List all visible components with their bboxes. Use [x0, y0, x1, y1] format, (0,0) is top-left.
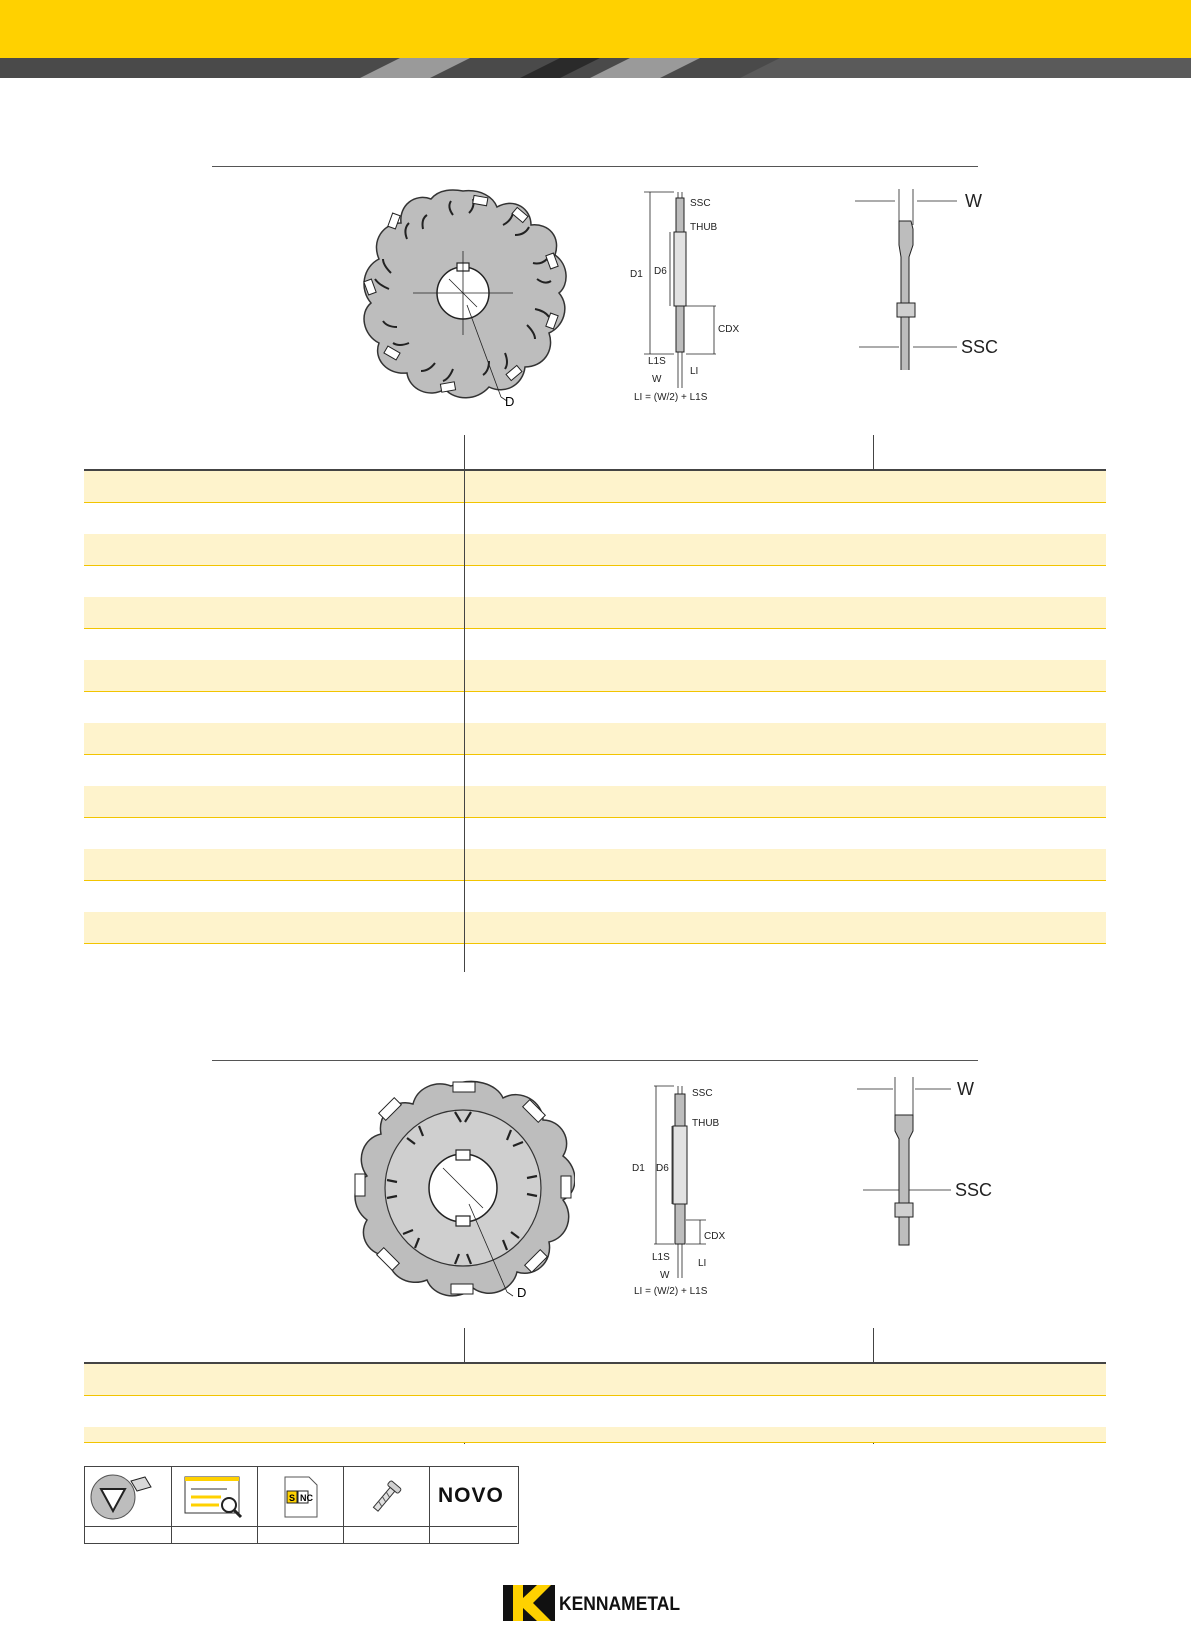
table-row: [84, 566, 1106, 598]
label-d6: D6: [656, 1163, 669, 1174]
label-l1s: L1S: [648, 356, 666, 367]
table-row: [84, 723, 1106, 755]
table-row: [84, 534, 1106, 566]
label-w: W: [660, 1270, 670, 1281]
section-1-rule: [212, 166, 978, 167]
cutter-face-drawing-1: [350, 185, 580, 415]
table-row: [84, 692, 1106, 724]
table-row: [84, 597, 1106, 629]
icon-caption: [257, 1526, 344, 1544]
screw-icon: [343, 1467, 430, 1526]
novo-text: NOVO: [438, 1484, 504, 1507]
icon-caption: [343, 1526, 430, 1544]
cutter-side-drawing-2: [630, 1082, 760, 1307]
table-row: [84, 1427, 1106, 1443]
label-l1s: L1S: [652, 1252, 670, 1263]
label-d: D: [505, 394, 515, 409]
table-row: [84, 881, 1106, 913]
detail-w: W: [957, 1079, 974, 1099]
table-row: [84, 1396, 1106, 1428]
label-li: LI: [698, 1258, 707, 1269]
label-d: D: [517, 1285, 527, 1300]
svg-text:NC: NC: [300, 1493, 313, 1503]
feature-icon-strip: [84, 1466, 519, 1544]
label-thub: THUB: [692, 1118, 720, 1129]
formula: LI = (W/2) + L1S: [634, 1286, 708, 1297]
formula: LI = (W/2) + L1S: [634, 392, 708, 403]
table-row: [84, 944, 1106, 975]
cutter-edge-detail-2: [855, 1075, 1005, 1255]
table-row: [84, 818, 1106, 850]
table-row: [84, 1364, 1106, 1396]
spec-table-1: [84, 435, 1106, 975]
detail-w: W: [965, 191, 982, 211]
insert-geometry-icon: [85, 1467, 172, 1526]
label-ssc: SSC: [692, 1088, 713, 1099]
detail-ssc: SSC: [961, 337, 999, 357]
table-row: [84, 786, 1106, 818]
label-d6: D6: [654, 266, 667, 277]
table-row: [84, 471, 1106, 503]
svg-text:S: S: [289, 1493, 296, 1503]
detail-ssc: SSC: [955, 1180, 993, 1200]
table-row: [84, 849, 1106, 881]
catalog-search-icon: [171, 1467, 258, 1526]
table-row: [84, 660, 1106, 692]
novo-logo: [429, 1467, 517, 1526]
label-ssc: SSC: [690, 198, 711, 209]
kennametal-k-icon: [503, 1585, 559, 1621]
label-cdx: CDX: [704, 1231, 726, 1242]
snc-document-icon: [257, 1467, 344, 1526]
table-row: [84, 755, 1106, 787]
cutter-side-drawing-1: [630, 188, 760, 413]
table-row: [84, 629, 1106, 661]
icon-caption: [85, 1526, 172, 1544]
label-w: W: [652, 374, 662, 385]
table-row: [84, 503, 1106, 535]
table-row: [84, 912, 1106, 944]
spec-table-2: [84, 1328, 1106, 1446]
icon-caption: [429, 1526, 517, 1544]
label-d1: D1: [630, 269, 643, 280]
cutter-edge-detail-1: [855, 185, 1005, 370]
column-divider: [464, 435, 465, 972]
label-li: LI: [690, 366, 699, 377]
header-banner: [0, 0, 1191, 78]
label-d1: D1: [632, 1163, 645, 1174]
label-thub: THUB: [690, 222, 718, 233]
brand-name: KENNAMETAL: [559, 1594, 681, 1615]
label-cdx: CDX: [718, 324, 740, 335]
kennametal-logo: [503, 1585, 713, 1621]
section-2-rule: [212, 1060, 978, 1061]
cutter-face-drawing-2: [345, 1080, 575, 1310]
icon-caption: [171, 1526, 258, 1544]
